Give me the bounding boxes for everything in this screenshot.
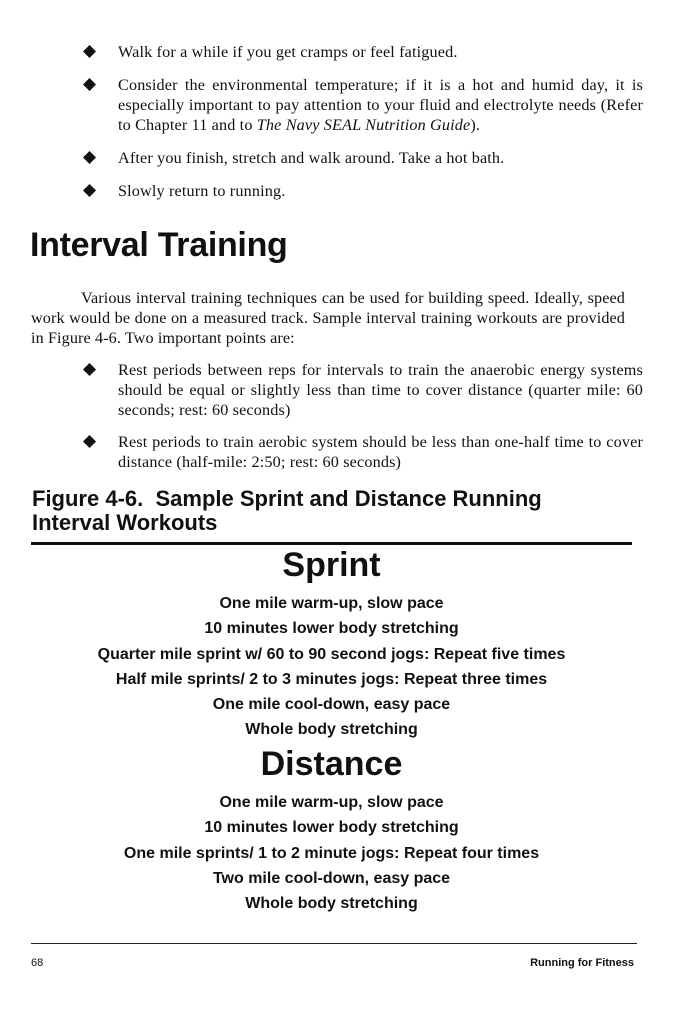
page-number: 68	[31, 957, 44, 969]
bullet-diamond-icon	[83, 45, 96, 58]
workout-step: One mile sprints/ 1 to 2 minute jogs: Repeat four times	[123, 844, 540, 862]
workout-step: One mile warm-up, slow pace	[219, 595, 444, 612]
workout-step: Whole body stretching	[245, 895, 418, 913]
bullet-item	[83, 148, 643, 168]
bullet-text-after: ).	[470, 116, 481, 134]
intro-text: Various interval training techniques can be used for building speed. Ideally, speed work would be done on a measured track. Sample interval training workouts are provided in Figure 4-6. Two important points are:	[31, 289, 625, 347]
top-bullet-list	[83, 42, 643, 214]
bullet-item	[83, 181, 643, 201]
running-footer-title: Running for Fitness	[530, 957, 634, 969]
bullet-item	[83, 360, 643, 420]
workout-step: 10 minutes lower body stretching	[204, 819, 459, 837]
figure-title-line-1: Figure 4-6. Sample Sprint and Distance Running	[32, 486, 542, 511]
bullet-item	[83, 42, 643, 62]
sprint-heading: Sprint	[282, 546, 381, 584]
section-title: Interval Training	[30, 226, 288, 264]
figure-divider	[31, 542, 632, 545]
workout-step: Two mile cool-down, easy pace	[212, 869, 451, 887]
interval-bullet-list	[83, 360, 643, 484]
bullet-text: After you finish, stretch and walk around. Take a hot bath.	[118, 149, 505, 167]
figure-title	[32, 487, 632, 535]
figure-title-line-2: Interval Workouts	[32, 510, 218, 535]
workout-step: One mile warm-up, slow pace	[219, 794, 444, 811]
bullet-text	[118, 75, 643, 135]
bullet-item	[83, 75, 643, 135]
workout-step: Half mile sprints/ 2 to 3 minutes jogs: Repeat three times	[115, 670, 548, 688]
distance-workout-list	[31, 790, 632, 916]
bullet-text: Walk for a while if you get cramps or feel fatigued.	[118, 43, 458, 61]
section-intro	[31, 288, 625, 348]
sprint-workout-list	[31, 591, 632, 743]
bullet-text-main: Consider the environmental temperature; if it is a hot and humid day, it is especially important to pay attention to your fluid and electrolyte needs (Refer to Chapter 11 and to	[118, 76, 643, 134]
bullet-diamond-icon	[83, 78, 96, 91]
footer-divider	[31, 943, 637, 944]
bullet-text: Rest periods between reps for intervals to train the anaerobic energy systems should be equal or slightly less than time to cover distance (quarter mile: 60 seconds; rest: 60 seconds)	[118, 361, 643, 419]
bullet-diamond-icon	[83, 184, 96, 197]
bullet-text: Rest periods to train aerobic system should be less than one-half time to cover distance (half-mile: 2:50; rest: 60 seconds)	[118, 433, 643, 471]
workout-step: One mile cool-down, easy pace	[212, 696, 451, 714]
bullet-item	[83, 432, 643, 472]
workout-step: Quarter mile sprint w/ 60 to 90 second jogs: Repeat five times	[97, 645, 566, 663]
workout-step: Whole body stretching	[245, 721, 418, 739]
distance-heading: Distance	[260, 745, 403, 783]
bullet-diamond-icon	[83, 435, 96, 448]
book-title: The Navy SEAL Nutrition Guide	[256, 116, 471, 134]
bullet-diamond-icon	[83, 363, 96, 376]
bullet-diamond-icon	[83, 151, 96, 164]
bullet-text: Slowly return to running.	[118, 182, 286, 200]
workout-step: 10 minutes lower body stretching	[204, 620, 459, 638]
